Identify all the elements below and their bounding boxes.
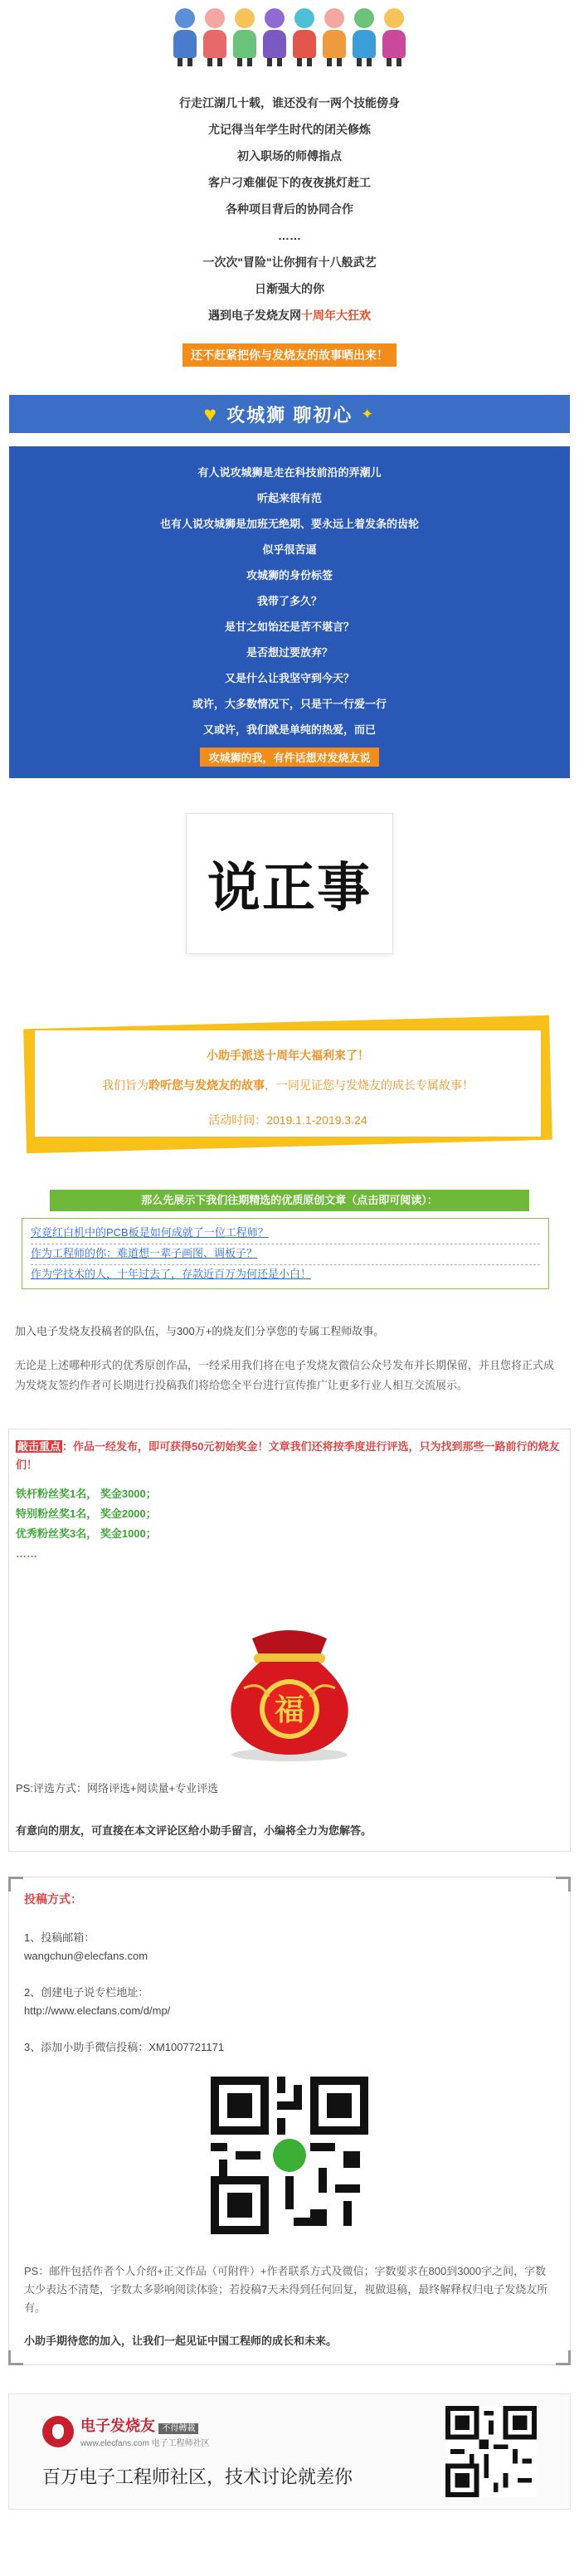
- brand-name: 电子发烧友: [80, 2418, 155, 2434]
- article-link[interactable]: 究竟红白机中的PCB板是如何成就了一位工程师？: [31, 1226, 269, 1239]
- kid-figure-icon: [232, 8, 257, 66]
- submission-closing: 小助手期待您的加入，让我们一起见证中国工程师的成长和未来。: [24, 2335, 338, 2347]
- kid-figure-icon: [322, 8, 347, 66]
- big-title: 说正事: [186, 813, 393, 954]
- submission-box: [8, 1877, 571, 2365]
- poem-last-prefix: 遇到电子发烧友网: [208, 309, 301, 322]
- notice-desc-bold: 聆听您与发烧友的故事: [148, 1079, 265, 1093]
- story-line: 听起来很有范: [256, 492, 322, 504]
- notice-card: [23, 1015, 552, 1154]
- submission-item: 3、添加小助手微信投稿：XM1007721171: [24, 2041, 225, 2053]
- publish-paragraph: 无论是上述哪种形式的优秀原创作品，一经采用我们将在电子发烧友微信公众号发布并长期保留，并且您将正式成为发烧友签约作者可长期进行投稿我们将给您全平台进行宣传推广让更多行业人相互交流展示。: [15, 1359, 555, 1391]
- notice-desc: [35, 1077, 541, 1093]
- poem-last-line: [0, 302, 579, 329]
- submission-ps: PS：邮件包括作者个人介绍+正文作品（可附件）+作者联系方式及微信；字数要求在800到3000字之间，字数太少表达不清楚，字数太多影响阅读体验；若投稿7天未得到任何回复，视做退稿，最终解释权归电子发烧友所有。: [24, 2265, 548, 2314]
- lucky-bag-icon: [202, 1589, 377, 1763]
- sparkle-icon: ✦: [361, 405, 376, 422]
- elecfans-logo-icon: [42, 2416, 74, 2447]
- brand-text: [80, 2414, 210, 2448]
- prize-notice: [16, 1438, 563, 1474]
- spacer: [24, 1965, 555, 1984]
- heart-icon: ♥: [203, 401, 219, 426]
- story-line: 有人说攻城狮是走在科技前沿的弄潮儿: [197, 466, 382, 479]
- kid-figure-icon: [382, 8, 406, 66]
- article-link[interactable]: 作为学技术的人，十年过去了，存款近百万为何还是小白！: [31, 1268, 312, 1280]
- spacer: [24, 2020, 555, 2038]
- story-line: 攻城狮的身份标签: [246, 569, 333, 582]
- intro-poem: [0, 90, 579, 367]
- kid-figure-icon: [292, 8, 317, 66]
- kid-figure-icon: [352, 8, 377, 66]
- article-link[interactable]: 作为工程师的你：难道想一辈子画图、调板子？: [31, 1247, 258, 1259]
- poem-line: 初入职场的师傅指点: [237, 149, 342, 163]
- blue-story-box: [9, 446, 570, 778]
- story-line: 我带了多久？: [256, 595, 322, 607]
- prize-contact: 有意向的朋友，可直接在本文评论区给小助手留言，小编将全力为您解答。: [16, 1824, 372, 1837]
- brand-url-link[interactable]: www.elecfans.com: [80, 2439, 149, 2448]
- submission-item: 1、投稿邮箱：: [24, 1931, 95, 1944]
- poem-line: 各种项目背后的协同合作: [226, 202, 353, 216]
- poem-line: 客户刁难催促下的夜夜挑灯赶工: [208, 176, 371, 189]
- notice-period: 活动时间：2019.1.1-2019.3.24: [208, 1113, 367, 1127]
- kid-figure-icon: [202, 8, 227, 66]
- footer-qr-code-icon: [445, 2406, 537, 2497]
- story-line: 又是什么让我坚守到今天？: [224, 672, 354, 684]
- notice-desc-suffix: ，一同见证您与发烧友的成长专属故事！: [264, 1079, 474, 1093]
- qr-code-icon: [211, 2077, 368, 2234]
- notice-inner: [35, 1030, 541, 1137]
- story-line: 是否想过要放弃？: [246, 646, 333, 659]
- prize-item: 铁杆粉丝奖1名， 奖金3000；: [16, 1488, 157, 1500]
- kids-banner: [0, 0, 579, 71]
- story-line: 似乎很苦逼: [262, 543, 317, 556]
- bag-char: 福: [274, 1693, 305, 1727]
- notice-title: 小助手派送十周年大福利来了！: [206, 1049, 369, 1063]
- prize-notice-highlight: 敲击重点: [17, 1440, 61, 1453]
- story-line: 或许，大多数情况下，只是干一行爱一行: [192, 698, 387, 710]
- prize-item: 特别粉丝奖1名， 奖金2000；: [16, 1507, 157, 1520]
- notice-desc-prefix: 我们旨为: [101, 1079, 148, 1093]
- submission-item: 2、创建电子说专栏地址：: [24, 1986, 149, 1999]
- submission-title: 投稿方式：: [24, 1892, 82, 1906]
- story-line: 也有人说攻城狮是加班无绝期、要永远上着发条的齿轮: [159, 518, 419, 530]
- poem-highlight: 十周年大狂欢: [301, 309, 371, 322]
- brand-row: [42, 2414, 445, 2448]
- prize-box: [8, 1429, 571, 1852]
- articles-header: 那么先展示下我们往期精选的优质原创文章（点击即可阅读）：: [50, 1190, 529, 1211]
- submission-email[interactable]: wangchun@elecfans.com: [24, 1950, 148, 1962]
- brand-url: [80, 2436, 210, 2448]
- prize-item: ……: [16, 1547, 37, 1560]
- brand-tag: 不得轉載: [158, 2423, 198, 2434]
- poem-line: 日渐强大的你: [255, 282, 324, 295]
- join-paragraph: 加入电子发烧友投稿者的队伍，与300万+的烧友们分享您的专属工程师故事。: [15, 1325, 385, 1337]
- articles-box: [22, 1218, 549, 1289]
- poem-line: ……: [278, 229, 301, 242]
- poem-line: 尤记得当年学生时代的闭关修炼: [208, 123, 371, 136]
- brand-url-suffix: 电子工程师社区: [151, 2439, 210, 2448]
- section-title: 攻城狮 聊初心: [226, 404, 353, 426]
- kid-figure-icon: [262, 8, 287, 66]
- corner-decoration: [556, 1877, 571, 1892]
- prize-notice-rest: ：作品一经发布，即可获得50元初始奖金！文章我们还将按季度进行评选，只为找到那些一路前行的烧友们！: [16, 1440, 560, 1471]
- footer-banner: [8, 2393, 571, 2510]
- corner-decoration: [8, 1877, 23, 1892]
- corner-decoration: [8, 2350, 23, 2365]
- kid-figure-icon: [173, 8, 197, 66]
- corner-decoration: [556, 2350, 571, 2365]
- prize-ps: PS:评选方式：网络评选+阅读量+专业评选: [16, 1782, 219, 1794]
- prize-list: [16, 1484, 563, 1564]
- story-line: 是甘之如饴还是苦不堪言？: [224, 621, 354, 633]
- poem-line: 一次次"冒险"让你拥有十八般武艺: [202, 256, 377, 269]
- footer-slogan: 百万电子工程师社区，技术讨论就差你: [42, 2466, 353, 2487]
- poem-line: 行走江湖几十载，谁还没有一两个技能傍身: [179, 96, 400, 110]
- submission-url[interactable]: http://www.elecfans.com/d/mp/: [24, 2004, 171, 2017]
- section-header: [9, 395, 570, 433]
- intro-tag: 还不赶紧把你与发烧友的故事晒出来！: [182, 343, 397, 367]
- footer-brand-area: [9, 2414, 445, 2489]
- story-tag: 攻城狮的我，有件话想对发烧友说: [200, 747, 378, 767]
- story-line: 又或许，我们就是单纯的热爱，而已: [202, 723, 376, 736]
- submission-items: [24, 1929, 555, 2057]
- prize-item: 优秀粉丝奖3名， 奖金1000；: [16, 1527, 157, 1540]
